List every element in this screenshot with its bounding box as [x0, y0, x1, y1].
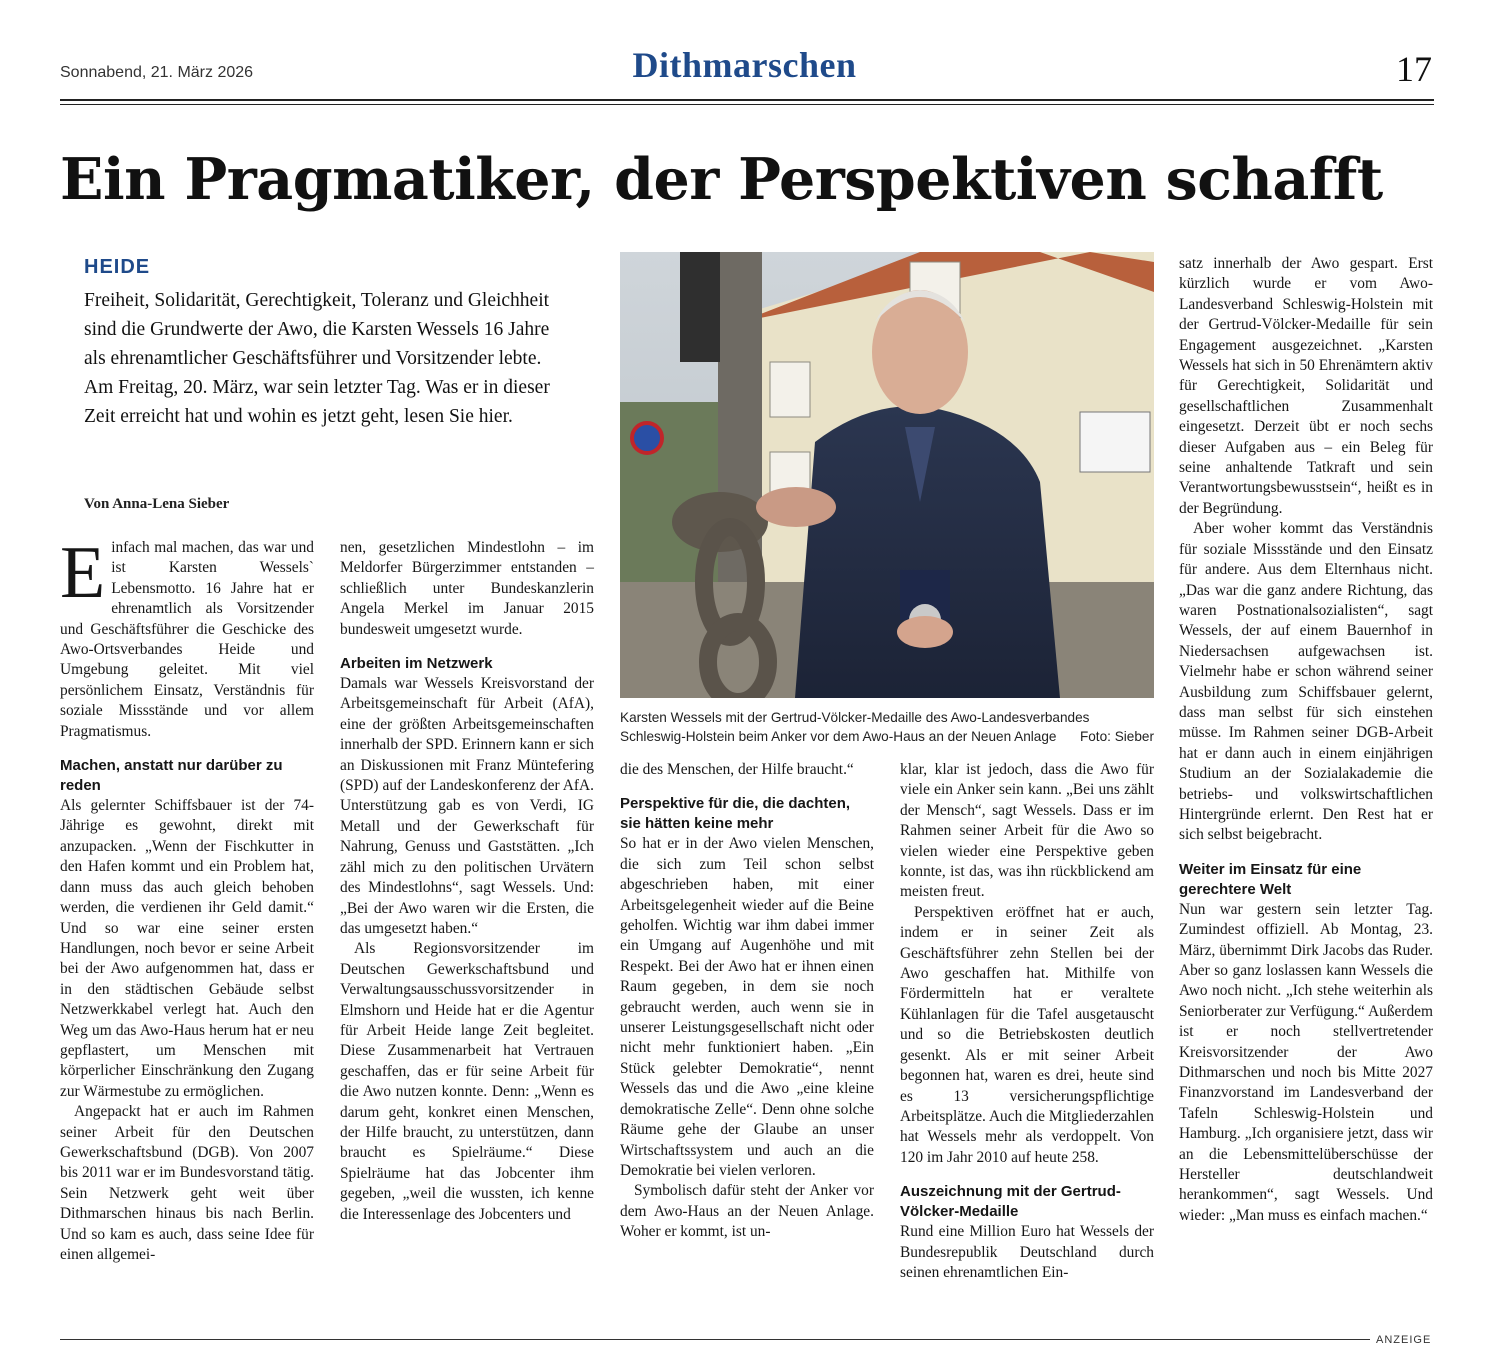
footer-rule: [60, 1339, 1370, 1340]
paragraph: satz innerhalb der Awo gespart. Erst kürzlich wurde er vom Awo-Landesverband Schleswig-Holstein mit der Gertrud-Völcker-Medaille für sein Engagement ausgezeichnet. „Karsten Wessels hat sich in 50 Ehrenämtern aktiv für Gerechtigkeit, Solidarität und gesellschaftlichen Zusammenhalt eingesetzt. Derzeit übt er noch sechs dieser Aufgaben aus – ein Beleg für seine anhaltende Tatkraft und sein Verantwortungsbewusstsein“, heißt es in der Begründung.: [1179, 255, 1433, 517]
paragraph: nen, gesetzlichen Mindestlohn – im Meldorfer Bürgerzimmer entstanden – schließlich unter Bundeskanzlerin Angela Merkel im Januar 2015 bundesweit umgesetzt wurde.: [340, 539, 594, 638]
column-5: [1179, 254, 1433, 1226]
page-number: 17: [1396, 49, 1432, 89]
paragraph: Als gelernter Schiffsbauer ist der 74-Jährige es gewohnt, direkt mit anzupacken. „Wenn der Fischkutter in den Hafen kommt und ein Problem hat, dann muss das auch gleich behoben werden, die verdienen ihr Geld damit.“ Und so war eine seiner ersten Handlungen, noch bevor er seine Arbeit bei der Awo aufgenommen hat, dass er in den städtischen Gebäude selbst Netzwerkkabel verlegt hat. Auch den Weg um das Awo-Haus herum hat er neu gepflastert, um Menschen mit körperlicher Einschränkung den Zugang zur Wärmestube zu ermöglichen.: [60, 797, 314, 1100]
subheading: Weiter im Einsatz für eine gerechtere Welt: [1179, 860, 1362, 898]
paragraph: Nun war gestern sein letzter Tag. Zumindest offiziell. Ab Montag, 23. März, übernimmt Dirk Jacobs das Ruder. Aber so ganz loslassen kann Wessels die Awo noch nicht. „Ich stehe weiterhin als Seniorberater zur Verfügung.“ Außerdem ist er noch stellvertretender Kreisvorsitzender der Awo Dithmarschen und noch bis Mitte 2027 Finanzvorstand im Landesverband der Tafeln Schleswig-Holstein und Hamburg. „Ich organisiere jetzt, dass wir an die Lebensmittelüberschüsse der Hersteller deutschlandweit herankommen“, sagt Wessels. Und wieder: „Man muss es einfach machen.“: [1179, 900, 1433, 1224]
drop-cap: E: [60, 532, 106, 614]
caption-text: Karsten Wessels mit der Gertrud-Völcker-Medaille des Awo-Landesverbandes Schleswig-Holstein beim Anker vor dem Awo-Haus an der Neuen Anlage: [620, 710, 1090, 744]
column-1: [60, 532, 314, 1265]
paragraph-text: infach mal machen, das war und ist Karsten Wessels` Lebensmotto. 16 Jahre hat er ehrenamtlich als Vorsitzender und Geschäftsführer die Geschicke des Awo-Ortsverbandes Heide und Umgebung geleitet. Mit viel persönlichem Einsatz, Verständnis für soziale Missstände und vor allem Pragmatismus.: [60, 539, 314, 740]
ad-label: ANZEIGE: [1376, 1334, 1432, 1346]
paragraph: Perspektiven eröffnet hat er auch, indem er in seiner Zeit als Geschäftsführer zehn Stellen bei der Awo geschaffen hat. Mithilfe von Fördermitteln hat er veraltete Kühlanlagen für die Tafel ausgetauscht und so die Betriebskosten deutlich gesenkt. Als er mit seiner Arbeit begonnen hat, waren es drei, heute sind es 13 versicherungspflichtige Arbeitsplätze. Auch die Mitgliederzahlen hat Wessels mehr als verdoppelt. Von 120 im Jahr 2010 auf heute 258.: [900, 903, 1154, 1166]
paragraph: Rund eine Million Euro hat Wessels der Bundesrepublik Deutschland durch seinen ehrenamtlichen Ein-: [900, 1223, 1154, 1281]
subheading: Auszeichnung mit der Gertrud-Völcker-Medaille: [900, 1183, 1121, 1221]
paragraph: die des Menschen, der Hilfe braucht.“: [620, 761, 854, 778]
paragraph: Aber woher kommt das Verständnis für soziale Missstände und den Einsatz für andere. Aus dem Elternhaus nicht. „Das war die ganz andere Richtung, das waren Postnationalsozialisten“, sagt Wessels, der auf einem Bauernhof in Niedersachsen aufgewachsen ist. Vielmehr habe er schon während seiner Ausbildung zum Schiffsbauer gelernt, dass man selbst für sich einstehen müsse. Im Rahmen seiner DGB-Arbeit hat er dann auch in einem einjährigen Studium an der Sozialakademie die betriebs- und volkswirtschaftlichen Hintergründe erlernt. Den Rest hat er sich selbst beigebracht.: [1179, 520, 1433, 844]
byline: Von Anna-Lena Sieber: [84, 496, 230, 512]
paragraph: Damals war Wessels Kreisvorstand der Arbeitsgemeinschaft für Arbeit (AfA), eine der größten Arbeitsgemeinschaften innerhalb der SPD. Erinnern kann er sich an Diskussionen mit Franz Müntefering (SPD) auf der Landeskonferenz der AfA. Unterstützung gab es von Verdi, IG Metall und der Gewerkschaft für Nahrung, Genuss und Gaststätten. „Ich zähl mich zu den politischen Urvätern des Mindestlohns“, sagt Wessels. Und: „Bei der Awo waren wir die Ersten, die das umgesetzt haben.“: [340, 675, 594, 937]
section-title: Dithmarschen: [632, 45, 857, 85]
subheading: Arbeiten im Netzwerk: [340, 655, 493, 673]
header-rule-thin: [60, 104, 1434, 105]
paragraph: [60, 532, 314, 742]
intro-text: Freiheit, Solidarität, Gerechtigkeit, Toleranz und Gleichheit sind die Grundwerte der Awo, die Karsten Wessels 16 Jahre als ehrenamtlicher Geschäftsführer und Vorsitzender lebte. Am Freitag, 20. März, war sein letzter Tag. Was er in dieser Zeit erreicht hat und wohin es jetzt geht, lesen Sie hier.: [84, 290, 550, 427]
photo-caption: [620, 708, 1154, 746]
column-3: [620, 760, 874, 1243]
subheading: Machen, anstatt nur darüber zu reden: [60, 757, 283, 795]
paragraph: klar, klar ist jedoch, dass die Awo für viele ein Anker sein kann. „Bei uns zählt der Mensch“, sagt Wessels. Dass er im Rahmen seiner Arbeit für die Awo so vielen wieder eine Perspektive geben konnte, ist das, was ihn rückblickend am meisten freut.: [900, 761, 1154, 901]
article-intro: [84, 286, 564, 431]
article-photo: [620, 252, 1154, 698]
photo-credit: Foto: Sieber: [1079, 729, 1154, 744]
paragraph: Angepackt hat er auch im Rahmen seiner Arbeit für den Deutschen Gewerkschaftsbund (DGB). Von 2007 bis 2011 war er im Bundesvorstand tätig. Sein Netzwerk geht weit über Dithmarschen hinaus bis nach Berlin. Und so kam es auch, dass seine Idee für einen allgemei-: [60, 1103, 314, 1263]
paragraph: So hat er in der Awo vielen Menschen, die sich zum Teil schon selbst abgeschrieben haben, mit einer Arbeitsgelegenheit wieder auf die Beine geholfen. Wichtig war ihm dabei immer ein Umgang auf Augenhöhe und mit Respekt. Bei der Awo hat er ihnen einen Raum gegeben, in dem sie noch gebraucht werden, auch wenn sie in unserer Leistungsgesellschaft nicht oder nicht mehr funktioniert haben. „Ein Stück gelebter Demokratie“, nennt Wessels das und die Awo „eine kleine demokratische Zelle“. Denn ohne solche Räume gehe der Glaube an unser Wirtschaftssystem und auch an die Demokratie bei vielen verloren.: [620, 835, 874, 1179]
photo-illustration: [620, 252, 1154, 698]
paragraph: Als Regionsvorsitzender im Deutschen Gewerkschaftsbund und Verwaltungsausschussvorsitzender in Elmshorn und Heide hat er die Agentur für Arbeit Heide lange Zeit begleitet. Diese Zusammenarbeit hat Vertrauen geschaffen, das er für seine Arbeit für die Awo nutzen konnte. Denn: „Wenn es darum geht, konkret einen Menschen, der Hilfe braucht, zu unterstützen, dann braucht es Spielräume.“ Diese Spielräume hat das Jobcenter ihm gegeben, „weil die wussten, ich kenne die Interessenlage des Jobcenters und: [340, 940, 594, 1223]
subheading: Perspektive für die, die dachten, sie hätten keine mehr: [620, 795, 851, 833]
article-headline: Ein Pragmatiker, der Perspektiven schafft: [60, 146, 1383, 213]
column-4: [900, 760, 1154, 1283]
issue-date: Sonnabend, 21. März 2026: [60, 64, 254, 81]
column-2: [340, 538, 594, 1225]
paragraph: Symbolisch dafür steht der Anker vor dem Awo-Haus an der Neuen Anlage. Woher er kommt, ist un-: [620, 1182, 874, 1241]
header-rule: [60, 99, 1434, 101]
dateline: HEIDE: [84, 256, 151, 278]
